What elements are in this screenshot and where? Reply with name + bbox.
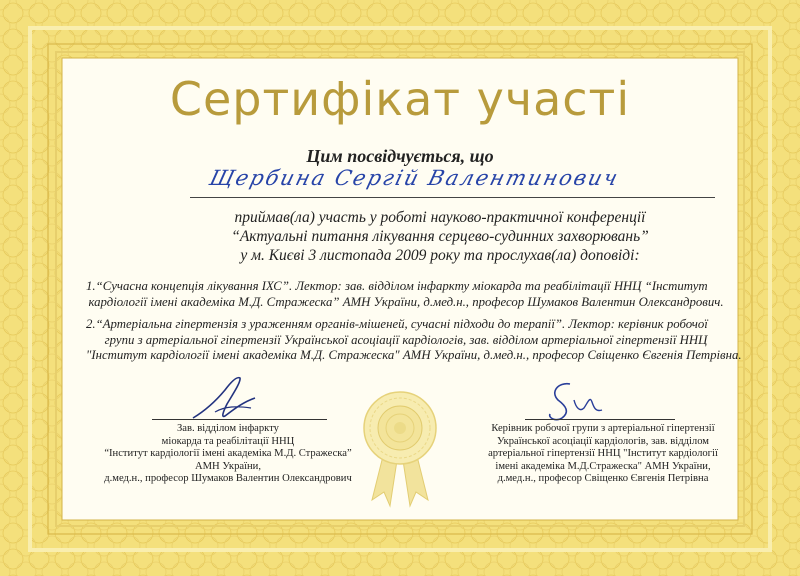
talk-text: 1.“Сучасна концепція лікування ІХС”. Лектор: зав. відділом інфаркту міокарда та реабілітації ННЦ “Інститут bbox=[86, 279, 708, 293]
conference-intro bbox=[150, 208, 730, 265]
caption-line: Зав. відділом інфаркту bbox=[177, 423, 279, 434]
left-signatory-caption bbox=[78, 423, 378, 486]
right-signature bbox=[540, 378, 610, 424]
intro-line: у м. Києві 3 листопада 2009 року та прослухав(ла) доповіді: bbox=[240, 247, 640, 264]
name-underline bbox=[190, 197, 715, 198]
talk-text: кардіології імені академіка М.Д. Стражеска” АМН України, д.мед.н., професор Шумаков Валентин Олександрович. bbox=[88, 294, 724, 309]
certify-text: Цим посвідчується, що bbox=[306, 146, 494, 166]
right-signatory-caption bbox=[478, 423, 728, 486]
right-signature-line bbox=[525, 419, 675, 420]
talk-item bbox=[86, 317, 742, 364]
caption-line: д.мед.н., професор Свіщенко Євгенія Петрівна bbox=[497, 473, 709, 484]
caption-line: міокарда та реабілітації ННЦ bbox=[161, 435, 295, 447]
left-signature-line bbox=[152, 419, 327, 420]
caption-line: імені академіка М.Д.Стражеска" АМН України, bbox=[495, 460, 711, 472]
talk-text: 2.“Артеріальна гіпертензія з ураженням органів-мішеней, сучасні підходи до терапії”. Лектор: керівник робочої bbox=[86, 317, 708, 331]
caption-line: д.мед.н., професор Шумаков Валентин Олександрович bbox=[104, 473, 352, 484]
left-signature bbox=[185, 372, 265, 424]
talk-text: "Інститут кардіології імені академіка М.Д. Стражеска" АМН України, д.мед.н., професор Свіщенко Євгенія Петрівна. bbox=[86, 348, 742, 362]
caption-line: артеріальної гіпертензії ННЦ "Інститут кардіології bbox=[488, 448, 718, 459]
intro-line: приймав(ла) участь у роботі науково-практичної конференції bbox=[234, 209, 646, 226]
caption-line: АМН України, bbox=[194, 460, 261, 472]
conference-name: “Актуальні питання лікування серцево-судинних захворювань” bbox=[231, 228, 649, 245]
caption-line: “Інститут кардіології імені академіка М.Д. Стражеска” bbox=[104, 448, 352, 459]
caption-line: Української асоціації кардіологів, зав. відділом bbox=[496, 435, 710, 447]
certificate-title: Сертифікат участі bbox=[169, 72, 631, 126]
talk-text: групи з артеріальної гіпертензії Української асоціації кардіологів, зав. відділом артеріальної гіпертензії ННЦ bbox=[104, 332, 708, 347]
caption-line: Керівник робочої групи з артеріальної гіпертензії bbox=[491, 423, 715, 434]
participant-name: Щербина Сергій Валентинович bbox=[207, 166, 622, 190]
talk-item bbox=[86, 279, 726, 310]
